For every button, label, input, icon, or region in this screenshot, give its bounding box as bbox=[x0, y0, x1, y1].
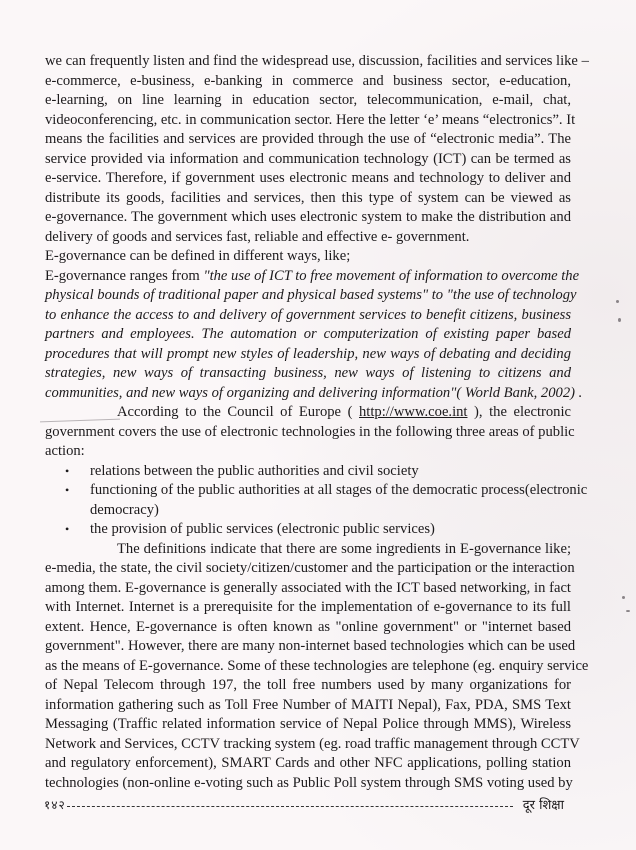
text-line: delivery of goods and services fast, reliable and effective e- government. bbox=[45, 228, 470, 245]
bullet-text: the provision of public services (electronic public services) bbox=[90, 521, 435, 537]
bullet-continuation: democracy) bbox=[90, 501, 159, 518]
text-line: e-service. Therefore, if government uses electronic means and technology to deliver and bbox=[45, 170, 571, 186]
text-line: service provided via information and communication technology (ICT) can be termed as bbox=[45, 150, 571, 167]
text-line: technologies (non-online e-voting such as Public Poll system through SMS voting used by bbox=[45, 774, 573, 791]
bullet-item bbox=[45, 481, 588, 501]
text-line: of Nepal Telecom through 197, the toll free numbers used by many organizations for bbox=[45, 677, 571, 693]
text-line: e-governance. The government which uses electronic system to make the distribution and bbox=[45, 209, 571, 225]
page-footer bbox=[44, 794, 564, 814]
scan-speck bbox=[616, 300, 619, 303]
definition-line: procedures that will prompt new styles of leadership, new ways of debating and deciding bbox=[45, 345, 571, 362]
definition-line: partners and employees. The automation or computerization of existing paper based bbox=[45, 326, 571, 342]
page-number: १४२ bbox=[44, 797, 66, 812]
text-line: information gathering such as Toll Free Number of MAITI Nepal), Fax, PDA, SMS Text bbox=[45, 696, 571, 713]
definition-line: strategies, new ways of transacting business, new ways of listening to citizens and bbox=[45, 365, 571, 381]
text-line: among them. E-governance is generally associated with the ICT based networking, in fact bbox=[45, 579, 571, 596]
text-line: with Internet. Internet is a prerequisite for the implementation of e-governance to its full bbox=[45, 599, 571, 615]
coe-line bbox=[45, 403, 571, 423]
text-line: we can frequently listen and find the widespread use, discussion, facilities and services like – bbox=[45, 53, 589, 69]
text-line: e-learning, on line learning in education sector, telecommunication, e-mail, chat, bbox=[45, 92, 571, 108]
bullet-text: functioning of the public authorities at all stages of the democratic process(electronic bbox=[90, 482, 588, 498]
definition-line: physical bounds of traditional paper and physical based systems" to "the use of technology bbox=[45, 287, 577, 303]
bullet-item bbox=[45, 462, 571, 482]
bullet-item bbox=[45, 520, 571, 540]
definition-line: to enhance the access to and delivery of government services to benefit citizens, business bbox=[45, 306, 571, 323]
text-line: Messaging (Traffic related information service of Nepal Police through MMS), Wireless bbox=[45, 716, 571, 732]
bullet-icon: • bbox=[65, 463, 70, 478]
coe-suffix: ), the electronic bbox=[467, 404, 572, 420]
definition-prefix: E-governance ranges from bbox=[45, 267, 204, 284]
text-line: distribute its goods, facilities and services, then this type of system can be viewed as bbox=[45, 189, 571, 206]
text-line: The definitions indicate that there are some ingredients in E-governance like; bbox=[117, 540, 571, 557]
bullet-icon: • bbox=[65, 522, 70, 536]
coe-link[interactable]: http://www.coe.int bbox=[359, 404, 468, 420]
text-line: e-media, the state, the civil society/citizen/customer and the participation or the interaction bbox=[45, 560, 575, 576]
text-line: videoconferencing, etc. in communication sector. Here the letter ‘e’ means “electronics”. It bbox=[45, 111, 576, 128]
bullet-text: relations between the public authorities and civil society bbox=[90, 462, 419, 479]
document-body bbox=[45, 52, 589, 793]
scan-speck bbox=[618, 318, 621, 322]
text-line: extent. Hence, E-governance is often known as "online government" or "internet based bbox=[45, 618, 571, 635]
text-line: as the means of E-governance. Some of these technologies are telephone (eg. enquiry service bbox=[45, 657, 589, 674]
text-line: government". However, there are many non-internet based technologies which can be used bbox=[45, 638, 576, 654]
series-title: दूर शिक्षा bbox=[522, 798, 564, 813]
text-line: and regulatory enforcement), SMART Cards and other NFC applications, polling station bbox=[45, 755, 571, 771]
text-line: e-commerce, e-business, e-banking in commerce and business sector, e-education, bbox=[45, 72, 571, 89]
text-line: means the facilities and services are provided through the use of “electronic media”. The bbox=[45, 131, 571, 147]
definition-line bbox=[45, 267, 580, 287]
scan-speck bbox=[626, 610, 630, 612]
scan-speck bbox=[622, 596, 625, 599]
text-line: action: bbox=[45, 443, 85, 459]
footer-divider bbox=[67, 806, 513, 807]
definition-line: communities, and new ways of organizing and delivering information"( World Bank, 2002) . bbox=[45, 384, 583, 401]
text-line: Network and Services, CCTV tracking system (eg. road traffic management through CCTV bbox=[45, 735, 580, 752]
definition-intro: E-governance can be defined in different ways, like; bbox=[45, 248, 351, 264]
bullet-icon: • bbox=[65, 483, 70, 497]
definition-quote: "the use of ICT to free movement of information to overcome the bbox=[203, 267, 580, 284]
text-line: government covers the use of electronic technologies in the following three areas of public bbox=[45, 423, 575, 440]
coe-prefix: According to the Council of Europe ( bbox=[117, 404, 359, 420]
